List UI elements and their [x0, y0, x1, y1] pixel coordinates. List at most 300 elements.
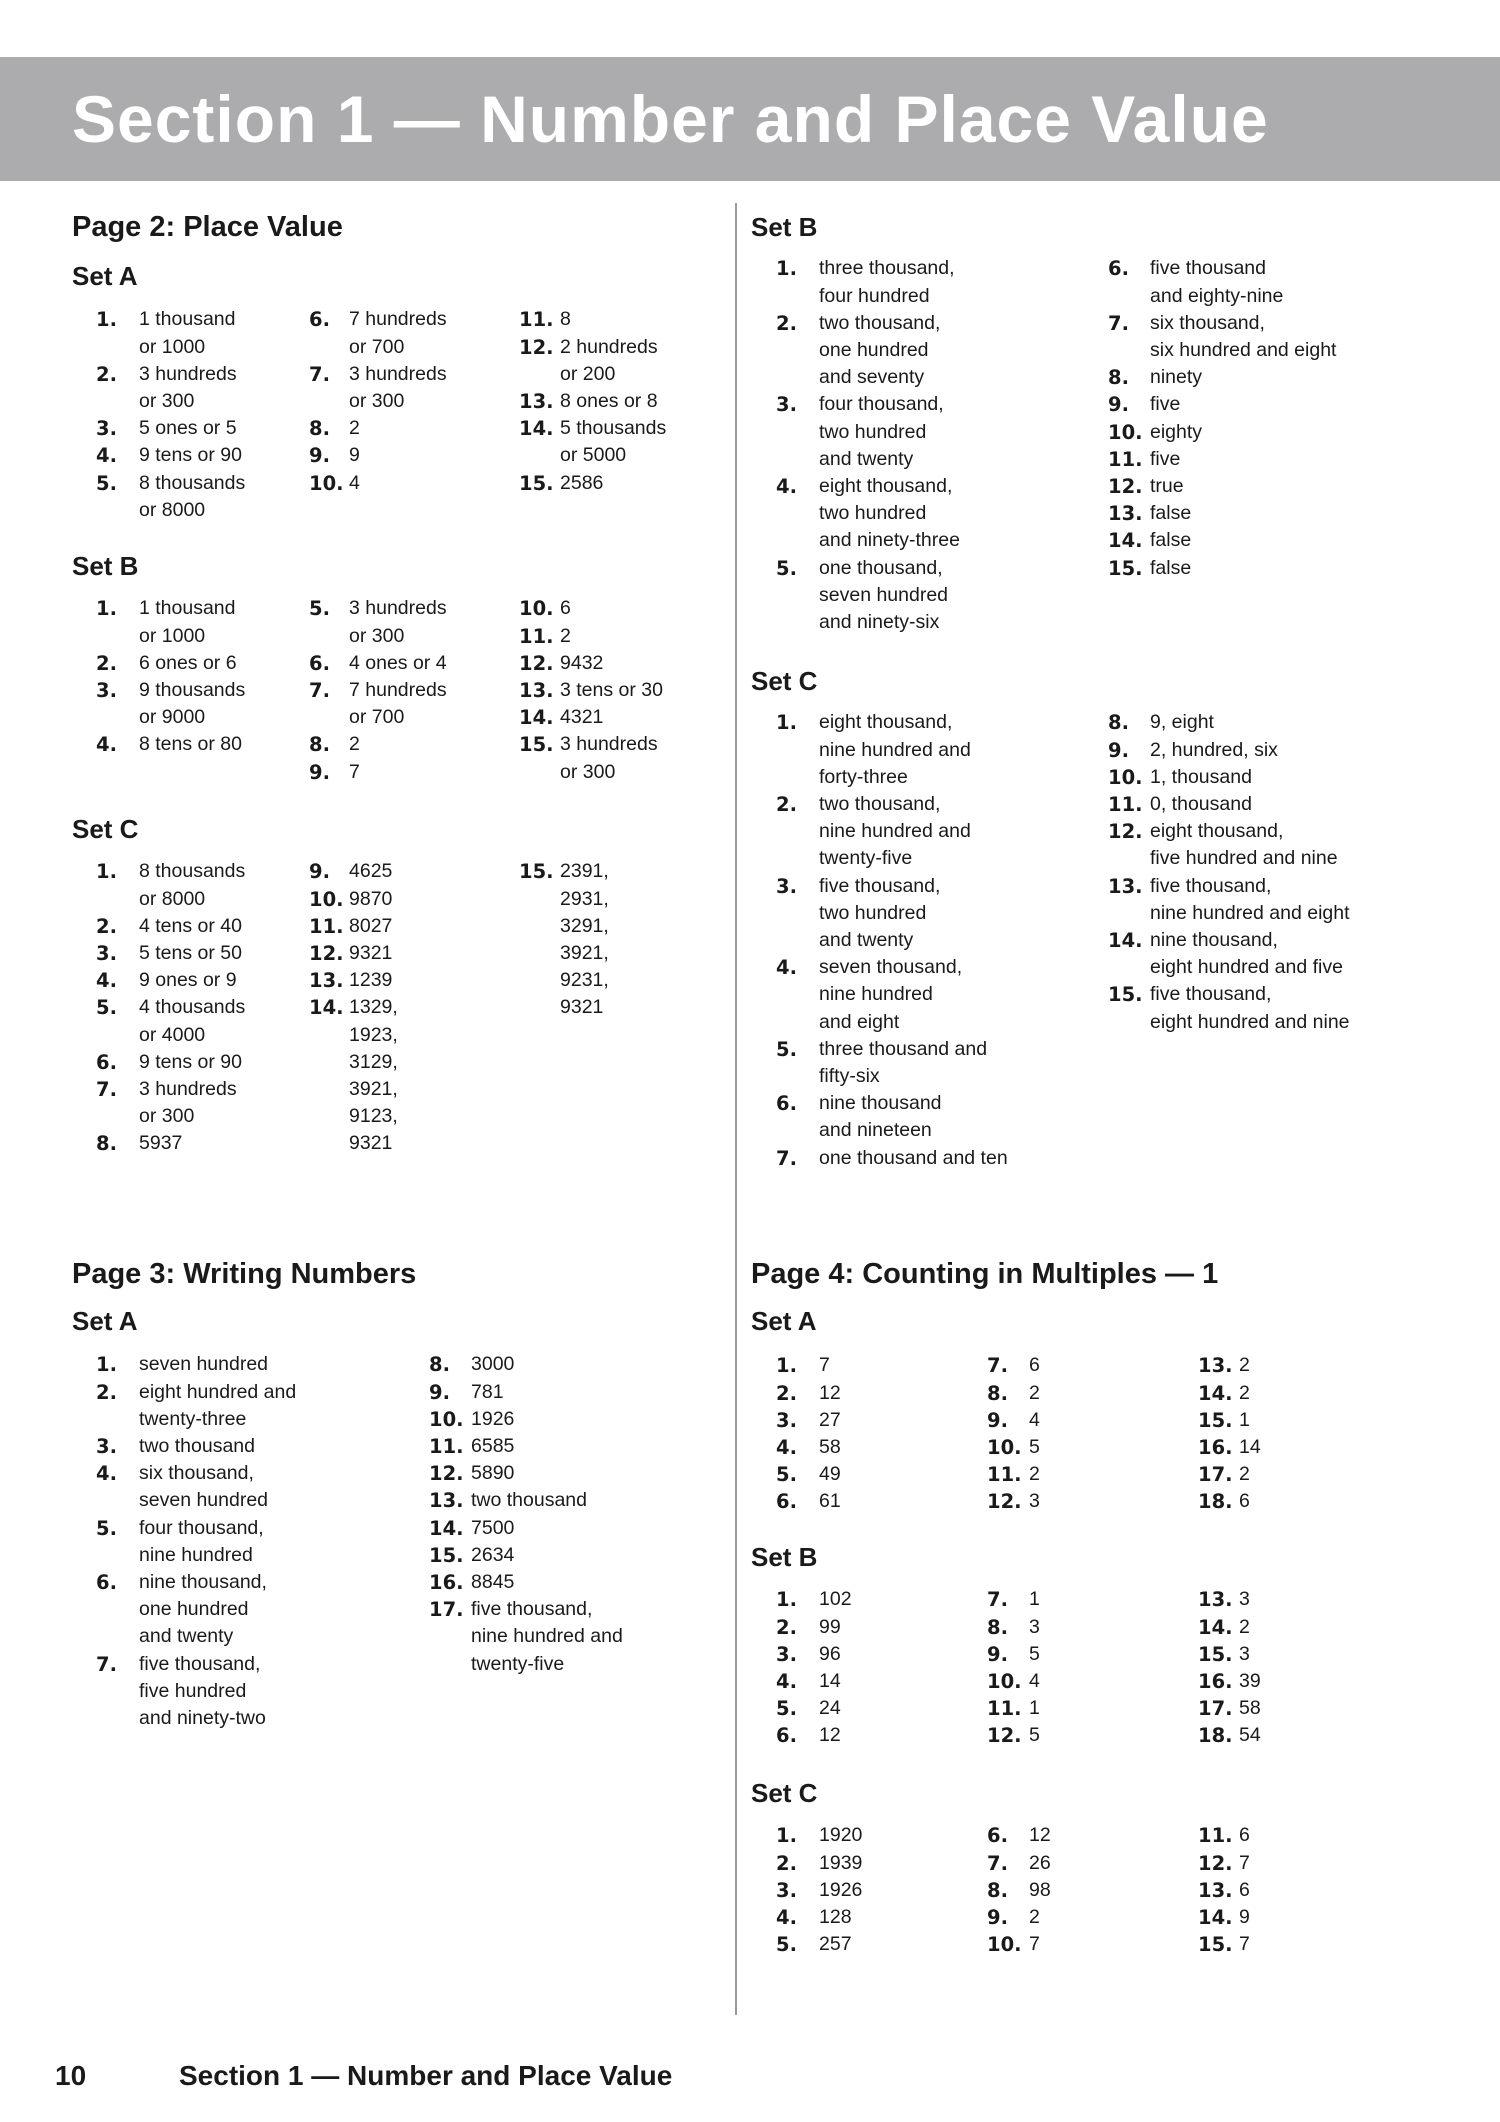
answer-number: 13.: [519, 390, 554, 413]
answer-number: 1.: [776, 1824, 797, 1848]
answer-text: 4625: [349, 860, 393, 883]
answer-number: 8.: [987, 1381, 1008, 1405]
answer-number: 4.: [776, 1906, 797, 1929]
answer-text: and ninety-two: [139, 1707, 266, 1729]
answer-number: 10.: [309, 471, 344, 495]
answer-text: six hundred and eight: [1150, 339, 1337, 361]
page-heading: Page 3: Writing Numbers: [72, 1258, 417, 1290]
answer-text: one hundred: [139, 1598, 249, 1621]
answer-text: 2: [1029, 1381, 1040, 1404]
answer-text: 61: [819, 1490, 841, 1513]
answer-number: 14.: [1108, 529, 1143, 553]
answer-number: 14.: [519, 417, 554, 441]
answer-text: nine thousand,: [139, 1571, 267, 1593]
answer-number: 1.: [96, 597, 117, 621]
answer-text: 3 hundreds: [349, 597, 447, 620]
answer-text: 96: [819, 1642, 841, 1665]
answer-text: 1: [1239, 1408, 1250, 1431]
answer-text: 2: [349, 733, 360, 756]
answer-text: five thousand,: [1150, 983, 1272, 1006]
answer-number: 6.: [1108, 257, 1129, 281]
answer-text: or 200: [560, 362, 616, 385]
answer-number: 2.: [96, 362, 117, 386]
answer-text: five thousand,: [1150, 874, 1272, 897]
answer-number: 10.: [987, 1933, 1022, 1957]
answer-number: 2.: [776, 311, 797, 335]
answer-text: 1: [1029, 1588, 1040, 1611]
answer-text: 9123,: [349, 1105, 398, 1128]
answer-text: six thousand,: [1150, 311, 1265, 334]
answer-text: 7: [1239, 1851, 1250, 1874]
answer-text: twenty-five: [471, 1652, 565, 1675]
answer-number: 11.: [309, 914, 344, 938]
answer-text: 12: [1029, 1824, 1051, 1847]
answer-number: 1.: [776, 711, 797, 735]
answer-text: 9 ones or 9: [139, 969, 237, 992]
answer-text: 8845: [471, 1571, 515, 1593]
answer-text: true: [1150, 475, 1184, 497]
answer-text: five: [1150, 447, 1181, 470]
answer-text: 1 thousand: [139, 308, 236, 331]
answer-number: 14.: [309, 996, 344, 1020]
set-heading: Set C: [751, 1778, 818, 1808]
answer-number: 13.: [1198, 1588, 1233, 1612]
answer-text: or 1000: [139, 335, 206, 358]
answer-number: 18.: [1198, 1490, 1233, 1514]
answer-text: false: [1150, 556, 1192, 579]
answer-number: 1.: [776, 257, 797, 281]
answer-text: 2: [1029, 1906, 1040, 1928]
answer-number: 3.: [96, 1435, 117, 1458]
footer-section-title: Section 1 — Number and Place Value: [179, 2060, 673, 2091]
answer-number: 4.: [776, 475, 797, 498]
answer-number: 14.: [1108, 929, 1143, 952]
answer-text: 6: [1239, 1878, 1250, 1901]
answer-number: 4.: [776, 1436, 797, 1459]
answer-text: and nineteen: [819, 1119, 932, 1142]
answer-number: 2.: [96, 914, 117, 938]
answer-number: 12.: [1108, 820, 1143, 844]
answer-text: nine hundred: [139, 1543, 253, 1566]
answer-text: 54: [1239, 1724, 1261, 1747]
answer-text: 6 ones or 6: [139, 651, 237, 674]
answer-number: 7.: [309, 679, 330, 702]
answer-text: 4321: [560, 706, 604, 729]
answer-text: 8027: [349, 914, 393, 937]
answer-number: 1.: [96, 860, 117, 884]
answer-number: 17.: [1198, 1697, 1233, 1721]
answer-number: 12.: [1198, 1851, 1233, 1875]
answer-text: 9: [349, 444, 360, 467]
answer-text: 5890: [471, 1462, 515, 1485]
answer-text: eight thousand,: [819, 711, 953, 734]
answer-text: 5 ones or 5: [139, 417, 237, 440]
answer-number: 11.: [519, 624, 554, 648]
answer-number: 18.: [1198, 1724, 1233, 1748]
answer-number: 16.: [1198, 1670, 1233, 1693]
set-heading: Set A: [72, 1306, 138, 1336]
answer-number: 5.: [96, 996, 117, 1020]
answer-text: twenty-five: [819, 847, 913, 870]
answer-text: 27: [819, 1408, 841, 1431]
answer-number: 3.: [776, 1642, 797, 1666]
answer-text: 2634: [471, 1543, 515, 1566]
answer-text: or 4000: [139, 1023, 206, 1046]
answer-text: two thousand,: [819, 793, 941, 815]
answer-text: two thousand,: [819, 311, 941, 334]
answer-number: 15.: [519, 733, 554, 757]
answer-number: 2.: [96, 651, 117, 675]
answer-number: 9.: [987, 1408, 1008, 1432]
answer-text: 7500: [471, 1516, 515, 1539]
answer-text: 257: [819, 1933, 852, 1956]
answer-text: 99: [819, 1615, 841, 1638]
answer-number: 14.: [1198, 1615, 1233, 1639]
answer-number: 7.: [1108, 311, 1129, 335]
answer-number: 11.: [519, 308, 554, 332]
answer-number: 8.: [429, 1353, 450, 1377]
answer-number: 15.: [1198, 1933, 1233, 1957]
answer-number: 10.: [1108, 420, 1143, 444]
answer-text: fifty-six: [819, 1065, 880, 1087]
answer-number: 6.: [96, 1571, 117, 1594]
answer-number: 9.: [1108, 393, 1129, 417]
answer-number: 2.: [776, 793, 797, 816]
answer-number: 6.: [776, 1490, 797, 1514]
answer-text: four thousand,: [139, 1516, 264, 1539]
answer-text: 3 hundreds: [139, 362, 237, 385]
answer-number: 10.: [429, 1407, 464, 1431]
answer-number: 10.: [519, 597, 554, 621]
answer-number: 4.: [96, 444, 117, 468]
set-heading: Set C: [751, 666, 818, 696]
answer-number: 14.: [1198, 1381, 1233, 1405]
answer-text: or 700: [349, 706, 405, 729]
answer-number: 11.: [1108, 447, 1143, 471]
answer-text: and eight: [819, 1010, 900, 1033]
answer-number: 6.: [309, 651, 330, 675]
answer-number: 12.: [429, 1462, 464, 1486]
answer-text: 5: [1029, 1724, 1040, 1747]
answer-text: 781: [471, 1380, 504, 1403]
answer-text: nine hundred: [819, 983, 933, 1006]
answer-number: 13.: [429, 1489, 464, 1513]
answer-text: 2586: [560, 471, 604, 494]
answer-text: 2: [349, 417, 360, 440]
answer-text: 58: [1239, 1697, 1261, 1720]
set-heading: Set B: [751, 212, 818, 242]
answer-text: or 300: [349, 390, 405, 412]
answer-text: 5 tens or 50: [139, 942, 242, 964]
answer-text: 3291,: [560, 914, 609, 937]
answer-number: 3.: [96, 942, 117, 965]
answer-number: 9.: [309, 444, 330, 468]
answer-text: 4 ones or 4: [349, 651, 447, 674]
answer-text: or 300: [139, 390, 195, 412]
answer-number: 6.: [309, 308, 330, 332]
answer-text: 7 hundreds: [349, 308, 447, 331]
answer-text: 3 hundreds: [560, 733, 658, 756]
answer-text: 4: [349, 471, 360, 494]
answer-text: forty-three: [819, 765, 908, 788]
answer-number: 14.: [519, 706, 554, 730]
answer-text: 2391,: [560, 860, 609, 883]
answer-number: 13.: [519, 679, 554, 702]
answer-number: 16.: [429, 1571, 464, 1594]
answer-text: 8 ones or 8: [560, 390, 658, 412]
answer-text: ninety: [1150, 366, 1203, 389]
answer-number: 13.: [1108, 874, 1143, 898]
answer-text: 3: [1239, 1642, 1250, 1665]
answer-text: 6: [1239, 1490, 1250, 1513]
answer-text: 3 hundreds: [139, 1078, 237, 1100]
answer-text: or 8000: [139, 887, 206, 910]
answer-number: 2.: [96, 1380, 117, 1404]
answer-number: 3.: [96, 679, 117, 702]
answer-number: 5.: [96, 471, 117, 495]
answer-text: 3000: [471, 1353, 515, 1376]
answer-number: 15.: [1108, 983, 1143, 1007]
answer-text: 3: [1029, 1615, 1040, 1638]
answer-text: 5: [1029, 1642, 1040, 1665]
answer-number: 10.: [1108, 765, 1143, 789]
answer-number: 1.: [96, 1353, 117, 1377]
answer-number: 8.: [309, 417, 330, 441]
answer-text: five thousand,: [471, 1598, 593, 1621]
answer-text: 39: [1239, 1670, 1261, 1692]
set-heading: Set B: [751, 1542, 818, 1572]
answer-number: 11.: [429, 1435, 464, 1458]
answer-number: 4.: [96, 969, 117, 993]
answer-text: five thousand: [1150, 257, 1267, 280]
answer-text: 7: [349, 760, 360, 783]
answer-text: two thousand: [471, 1489, 588, 1512]
answer-number: 13.: [1108, 502, 1143, 526]
answer-text: 7 hundreds: [349, 679, 447, 701]
answer-number: 10.: [987, 1670, 1022, 1693]
answer-text: twenty-three: [139, 1407, 247, 1430]
answer-text: seven hundred: [139, 1353, 269, 1376]
answer-number: 7.: [987, 1851, 1008, 1875]
answer-text: 9 tens or 90: [139, 1050, 242, 1073]
answer-text: or 5000: [560, 444, 627, 467]
answer-text: false: [1150, 529, 1192, 552]
answer-number: 15.: [519, 860, 554, 884]
answer-text: and eighty-nine: [1150, 284, 1284, 307]
answer-number: 5.: [776, 1037, 797, 1061]
answer-text: or 9000: [139, 706, 206, 729]
answer-text: two thousand: [139, 1435, 256, 1457]
answer-text: 12: [819, 1724, 841, 1747]
answer-text: eight hundred and five: [1150, 956, 1343, 979]
answer-number: 15.: [1198, 1642, 1233, 1666]
answer-text: seven hundred: [139, 1489, 269, 1512]
answer-text: and ninety-three: [819, 529, 960, 552]
answer-text: 2, hundred, six: [1150, 738, 1278, 761]
answer-number: 1.: [776, 1354, 797, 1378]
answer-number: 5.: [96, 1516, 117, 1540]
page-heading: Page 4: Counting in Multiples — 1: [751, 1258, 1219, 1290]
answer-text: 7: [1029, 1933, 1040, 1956]
answer-number: 7.: [96, 1078, 117, 1101]
answer-number: 7.: [987, 1588, 1008, 1612]
answer-number: 7.: [96, 1652, 117, 1676]
answer-text: 128: [819, 1906, 852, 1928]
answer-text: 6: [560, 597, 571, 620]
answer-number: 2.: [776, 1615, 797, 1639]
answer-text: 14: [819, 1670, 841, 1692]
answer-text: 5937: [139, 1132, 183, 1155]
set-heading: Set B: [72, 551, 139, 581]
set-heading: Set A: [751, 1306, 817, 1336]
answer-text: 1939: [819, 1851, 863, 1874]
answer-text: one thousand and ten: [819, 1146, 1008, 1169]
answer-number: 8.: [96, 1132, 117, 1156]
answer-number: 3.: [776, 1408, 797, 1432]
column-divider: [735, 203, 737, 2015]
answer-text: 6: [1029, 1354, 1040, 1377]
answer-text: 7: [1239, 1933, 1250, 1956]
answer-text: 1920: [819, 1824, 863, 1847]
answer-text: or 700: [349, 335, 405, 358]
answer-text: and twenty: [819, 929, 914, 951]
answer-text: 2: [1029, 1463, 1040, 1486]
answer-text: or 8000: [139, 498, 206, 521]
answer-text: four hundred: [819, 284, 930, 307]
answer-text: 3 tens or 30: [560, 679, 663, 701]
answer-text: or 1000: [139, 624, 206, 647]
set-heading: Set A: [72, 261, 138, 291]
answer-text: 1: [1029, 1697, 1040, 1720]
answer-text: and twenty: [819, 447, 914, 470]
answer-text: 24: [819, 1697, 841, 1720]
answer-text: nine hundred and: [819, 820, 971, 843]
answer-text: three thousand,: [819, 257, 955, 280]
answer-text: 3 hundreds: [349, 362, 447, 385]
answer-text: 9 tens or 90: [139, 444, 242, 467]
answer-text: 8: [560, 308, 571, 331]
answer-number: 8.: [987, 1615, 1008, 1639]
answer-number: 11.: [987, 1697, 1022, 1721]
answer-text: nine hundred and eight: [1150, 901, 1350, 924]
answer-number: 8.: [987, 1878, 1008, 1902]
answer-number: 14.: [1198, 1906, 1233, 1929]
answer-text: seven hundred: [819, 583, 949, 606]
answer-text: 58: [819, 1436, 841, 1458]
answer-text: 98: [1029, 1878, 1051, 1901]
answer-number: 6.: [96, 1050, 117, 1074]
answer-text: 4 tens or 40: [139, 914, 242, 937]
answer-number: 14.: [429, 1516, 464, 1540]
answer-text: 1923,: [349, 1023, 398, 1046]
answer-text: 7: [819, 1354, 830, 1377]
answer-text: 1926: [471, 1407, 515, 1430]
answer-text: 4: [1029, 1408, 1040, 1431]
answer-text: 2: [560, 624, 571, 647]
answer-text: 9432: [560, 651, 604, 674]
answer-text: 6: [1239, 1824, 1250, 1847]
answer-text: 3: [1029, 1490, 1040, 1513]
answer-number: 12.: [987, 1490, 1022, 1514]
answer-text: eighty: [1150, 420, 1203, 443]
answer-text: or 300: [139, 1105, 195, 1128]
answer-text: one hundred: [819, 339, 929, 361]
answer-text: 8 thousands: [139, 860, 246, 883]
answer-text: 3: [1239, 1588, 1250, 1611]
answer-text: 8 tens or 80: [139, 733, 242, 756]
answer-text: eight thousand,: [1150, 820, 1284, 843]
answer-number: 15.: [1108, 556, 1143, 580]
answer-text: 3921,: [349, 1078, 398, 1100]
answer-number: 11.: [1198, 1824, 1233, 1848]
answer-number: 17.: [1198, 1463, 1233, 1487]
answer-number: 4.: [776, 1670, 797, 1693]
answer-text: 9: [1239, 1906, 1250, 1928]
answer-text: 2 hundreds: [560, 335, 658, 358]
answer-text: five hundred and nine: [1150, 847, 1338, 870]
answer-text: and twenty: [139, 1625, 234, 1648]
answer-text: false: [1150, 502, 1192, 525]
section-title: Section 1 — Number and Place Value: [72, 82, 1269, 156]
answer-number: 9.: [1108, 738, 1129, 762]
answer-number: 6.: [776, 1092, 797, 1116]
answer-number: 4.: [776, 956, 797, 980]
answer-number: 12.: [987, 1724, 1022, 1748]
answer-text: 9321: [349, 1132, 393, 1155]
answer-text: nine thousand: [819, 1092, 942, 1115]
answer-number: 3.: [776, 874, 797, 898]
answer-text: 9321: [560, 996, 604, 1019]
answer-number: 9.: [987, 1642, 1008, 1666]
answer-number: 3.: [776, 393, 797, 417]
answer-text: 14: [1239, 1436, 1261, 1458]
answer-text: 2: [1239, 1463, 1250, 1486]
answer-number: 9.: [309, 860, 330, 884]
answer-text: 2: [1239, 1381, 1250, 1404]
answer-text: five thousand,: [139, 1652, 261, 1675]
answer-text: eight thousand,: [819, 475, 953, 497]
answer-number: 13.: [1198, 1878, 1233, 1902]
answer-text: 1239: [349, 969, 393, 992]
answer-text: 4 thousands: [139, 996, 246, 1019]
answer-number: 2.: [776, 1851, 797, 1875]
answer-number: 1.: [776, 1588, 797, 1612]
answer-text: 9321: [349, 942, 393, 964]
answer-text: 1329,: [349, 996, 398, 1019]
answer-text: 26: [1029, 1851, 1051, 1874]
answer-number: 5.: [776, 1463, 797, 1487]
answer-text: 5: [1029, 1436, 1040, 1458]
answer-number: 15.: [429, 1543, 464, 1567]
answer-number: 2.: [776, 1381, 797, 1405]
answer-text: five: [1150, 393, 1181, 416]
answer-text: 9870: [349, 887, 393, 910]
answer-number: 5.: [776, 1933, 797, 1957]
answer-number: 7.: [309, 362, 330, 386]
answer-text: eight hundred and: [139, 1380, 297, 1403]
answer-number: 1.: [96, 308, 117, 332]
answer-text: nine thousand,: [1150, 929, 1278, 951]
answer-number: 12.: [309, 942, 344, 965]
answer-text: 1 thousand: [139, 597, 236, 620]
answer-number: 11.: [987, 1463, 1022, 1487]
answer-text: 9231,: [560, 969, 609, 992]
answer-text: 2931,: [560, 887, 609, 910]
answer-text: two hundred: [819, 420, 927, 443]
answer-text: four thousand,: [819, 393, 944, 416]
answer-text: and seventy: [819, 366, 925, 389]
answer-text: nine hundred and: [471, 1625, 623, 1648]
